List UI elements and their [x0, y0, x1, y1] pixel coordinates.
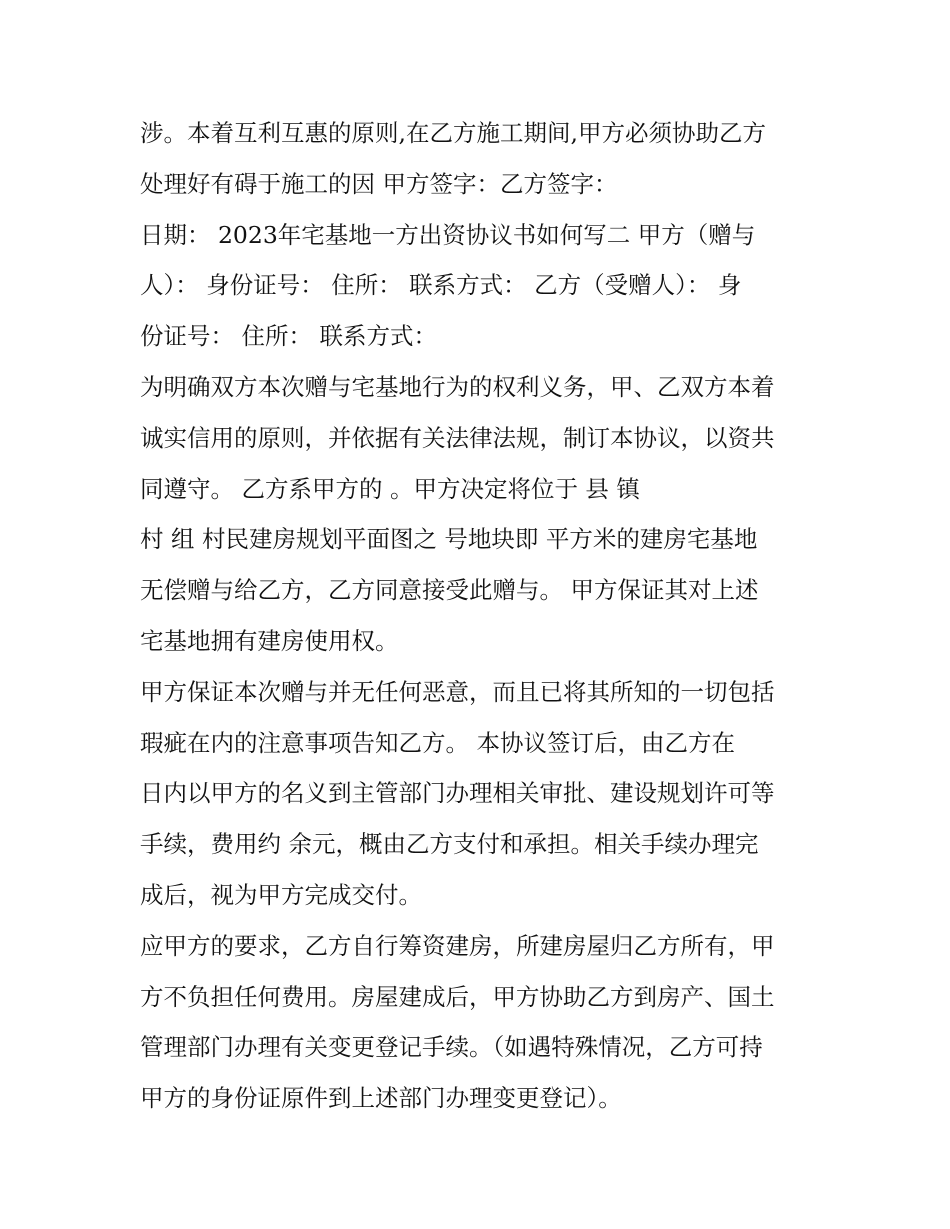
text-line: 甲方保证本次赠与并无任何恶意，而且已将其所知的一切包括 — [140, 677, 775, 706]
text-line: 成后，视为甲方完成交付。 — [140, 880, 422, 909]
text-line: 方不负担任何费用。房屋建成后，甲方协助乙方到房产、国土 — [140, 982, 775, 1011]
text-line: 瑕疵在内的注意事项告知乙方。 本协议签订后，由乙方在 — [140, 728, 735, 757]
text-line: 日期： 2023年宅基地一方出资协议书如何写二 甲方（赠与 — [140, 220, 756, 249]
text-line: 甲方的身份证原件到上述部门办理变更登记）。 — [140, 1084, 622, 1113]
text-line: 涉。本着互利互惠的原则,在乙方施工期间,甲方必须协助乙方 — [140, 119, 766, 147]
text-line: 宅基地拥有建房使用权。 — [140, 626, 399, 655]
text-line: 管理部门办理有关变更登记手续。（如遇特殊情况，乙方可持 — [140, 1033, 763, 1062]
text-line: 人）： 身份证号： 住所： 联系方式： 乙方（受赠人）： 身 — [140, 271, 742, 300]
text-line: 为明确双方本次赠与宅基地行为的权利义务，甲、乙双方本着 — [140, 372, 775, 401]
text-line: 日内以甲方的名义到主管部门办理相关审批、建设规划许可等 — [140, 779, 775, 808]
text-line: 手续，费用约 余元，概由乙方支付和承担。相关手续办理完 — [140, 830, 759, 859]
text-line: 诚实信用的原则，并依据有关法律法规，制订本协议，以资共 — [140, 423, 775, 452]
document-body — [140, 108, 830, 1124]
text-line: 无偿赠与给乙方，乙方同意接受此赠与。 甲方保证其对上述 — [140, 576, 759, 605]
text-line: 同遵守。 乙方系甲方的 。甲方决定将位于 县 镇 — [140, 474, 640, 503]
text-line: 村 组 村民建房规划平面图之 号地块即 平方米的建房宅基地 — [140, 525, 758, 554]
text-line: 应甲方的要求，乙方自行筹资建房，所建房屋归乙方所有，甲 — [140, 931, 775, 960]
text-line: 份证号： 住所： 联系方式： — [140, 322, 437, 351]
text-line: 处理好有碍于施工的因 甲方签字：乙方签字： — [140, 169, 618, 198]
